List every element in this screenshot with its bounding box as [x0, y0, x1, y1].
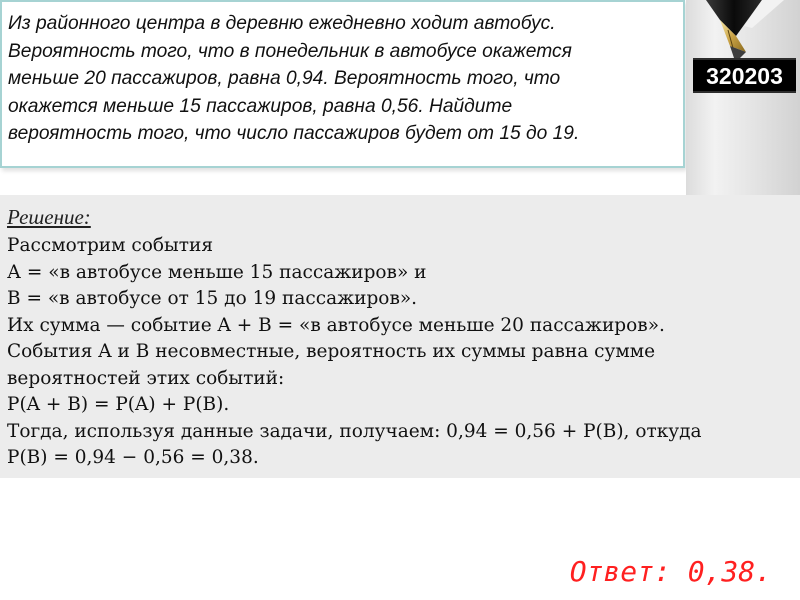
solution-line: А = «в автобусе меньше 15 пассажиров» и [7, 261, 427, 283]
solution-line: События A и B несовместные, вероятность их суммы равна сумме [7, 341, 656, 362]
solution-heading: Решение: [7, 205, 91, 229]
solution-text [7, 233, 797, 472]
solution-line: Рассмотрим события [7, 235, 214, 256]
problem-box [0, 0, 685, 168]
solution-line: Тогда, используя данные задачи, получаем: 0,94 = 0,56 + P(В), откуда [7, 420, 702, 442]
solution-line: Их сумма — событие A + B = «в автобусе меньше 20 пассажиров». [7, 314, 665, 336]
fountain-pen-icon [700, 0, 800, 58]
task-number: 320203 [706, 63, 783, 89]
solution-line: вероятностей этих событий: [7, 367, 285, 389]
problem-text: Из районного центра в деревню ежедневно ходит автобус. Вероятность того, что в понедельник в автобусе окажется меньше 20 пассажиров, равна 0,94. Вероятность того, что окажется меньше 15 пассажиров, равна 0,56. Найдите вероятность того, что число пассажиров будет от 15 до 19. [8, 13, 580, 144]
task-number-badge [693, 58, 796, 93]
answer-text: Ответ: 0,38. [569, 555, 772, 588]
solution-line: P(В) = 0,94 − 0,56 = 0,38. [7, 447, 259, 468]
solution-line: В = «в автобусе от 15 до 19 пассажиров». [7, 288, 418, 309]
solution-line: P(A + B) = P(A) + P(B). [7, 394, 230, 415]
